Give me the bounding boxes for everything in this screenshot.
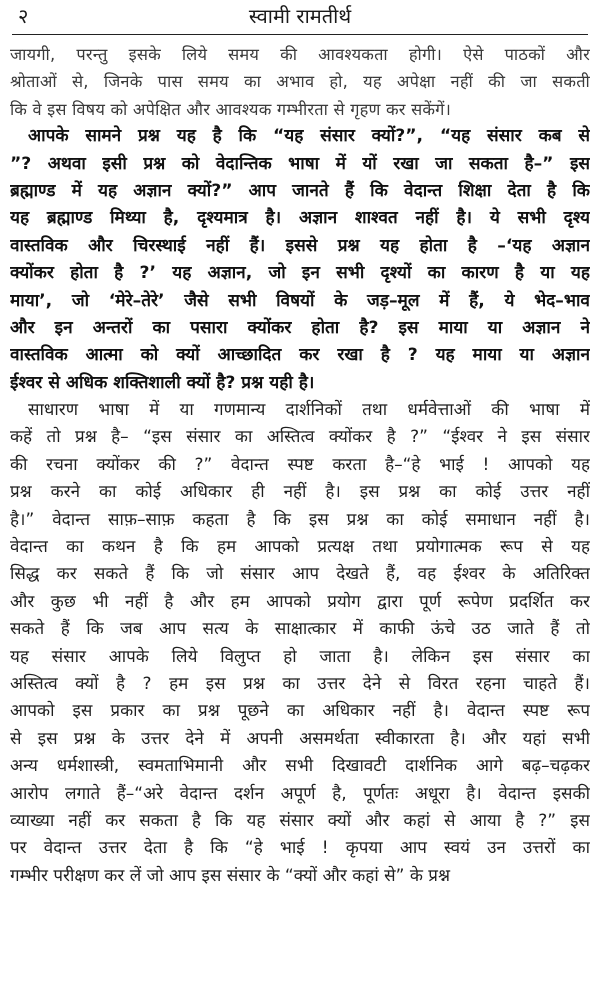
running-head: स्वामी रामतीर्थ (248, 4, 352, 28)
text-line: वेदान्त का कथन है कि हम आपको प्रत्यक्ष तथा प्रयोगात्मक रूप से यह (10, 537, 590, 558)
text-line: जायगी, परन्तु इसके लिये समय की आवश्यकता होगी। ऐसे पाठकों और (10, 45, 590, 64)
text-line: गम्भीर परीक्षण कर लें जो आप इस संसार के “क्यों और कहां से” के प्रश्न (10, 865, 450, 886)
text-line: की रचना क्योंकर की ?” वेदान्त स्पष्ट करता है–“हे भाई ! आपको यह (10, 454, 590, 475)
text-line: साधारण भाषा में या गणमान्य दार्शनिकों तथा धर्मवेत्ताओं की भाषा में (28, 400, 590, 421)
body-text (10, 41, 590, 890)
page-number: २ (18, 4, 29, 28)
page-header (12, 0, 588, 35)
text-line: अस्तित्व क्यों है ? हम इस प्रश्न का उत्तर देने से विरत रहना चाहते हैं। (10, 673, 590, 694)
text-line: ”? अथवा इसी प्रश्न को वेदान्तिक भाषा में यों रखा जा सकता है–” इस (10, 153, 590, 174)
paragraph (10, 397, 590, 890)
text-line: कि वे इस विषय को अपेक्षित और आवश्यक गम्भीरता से गृहण कर सकेंगें। (10, 99, 452, 119)
text-line: माया’, जो ‘मेरे–तेरे’ जैसे सभी विषयों के जड़–मूल में हैं, ये भेद–भाव (10, 290, 590, 311)
text-line: है।” वेदान्त साफ़–साफ़ कहता है कि इस प्रश्न का कोई समाधान नहीं है। (10, 509, 590, 530)
text-line: प्रश्न करने का कोई अधिकार ही नहीं है। इस प्रश्न का कोई उत्तर नहीं (10, 482, 590, 503)
paragraph (10, 41, 590, 123)
text-line: आपको इस प्रकार का प्रश्न पूछने का अधिकार नहीं है। वेदान्त स्पष्ट रूप (10, 701, 590, 722)
text-line: ब्रह्माण्ड में यह अज्ञान क्यों?” आप जानते हैं कि वेदान्त शिक्षा देता है कि (10, 180, 590, 201)
text-line: कहें तो प्रश्न है– “इस संसार का अस्तित्व क्योंकर है ?” “ईश्वर ने इस संसार (10, 427, 590, 448)
text-line: क्योंकर होता है ?’ यह अज्ञान, जो इन सभी दृश्यों का कारण है या यह (10, 263, 590, 284)
text-line: वास्तविक आत्मा को क्यों आच्छादित कर रखा है ? यह माया या अज्ञान (10, 345, 590, 366)
text-line: आपके सामने प्रश्न यह है कि “यह संसार क्यों?”, “यह संसार कब से (28, 126, 590, 147)
text-line: और इन अन्तरों का पसारा क्योंकर होता है? इस माया या अज्ञान ने (10, 317, 590, 338)
text-line: सिद्ध कर सकते हैं कि जो संसार आप देखते हैं, वह ईश्वर के अतिरिक्त (10, 564, 590, 585)
text-line: से इस प्रश्न के उत्तर देने में अपनी असमर्थता स्वीकारता है। और यहां सभी (10, 728, 590, 749)
paragraph (10, 123, 590, 397)
text-line: सकते हैं कि जब आप सत्य के साक्षात्कार में काफी ऊंचे उठ जाते हैं तो (10, 619, 590, 640)
text-line: पर वेदान्त उत्तर देता है कि “हे भाई ! कृपया आप स्वयं उन उत्तरों का (10, 838, 590, 859)
text-line: यह ब्रह्माण्ड मिथ्या है, दृश्यमात्र है। अज्ञान शाश्वत नहीं है। ये सभी दृश्य (10, 208, 590, 229)
text-line: ईश्वर से अधिक शक्तिशाली क्यों है? प्रश्न यही है। (10, 372, 315, 393)
text-line: वास्तविक और चिरस्थाई नहीं हैं। इससे प्रश्न यह होता है –‘यह अज्ञान (10, 235, 590, 256)
text-line: आरोप लगाते हैं–“अरे वेदान्त दर्शन अपूर्ण है, पूर्णतः अधूरा है। वेदान्त इसकी (10, 783, 590, 804)
text-line: और कुछ भी नहीं है और हम आपको प्रयोग द्वारा पूर्ण रूपेण प्रदर्शित कर (10, 591, 590, 612)
text-line: अन्य धर्मशास्त्री, स्वमताभिमानी और सभी दिखावटी दार्शनिक आगे बढ़–चढ़कर (10, 756, 590, 777)
text-line: व्याख्या नहीं कर सकता है कि यह संसार क्यों और कहां से आया है ?” इस (10, 810, 590, 831)
text-line: यह संसार आपके लिये विलुप्त हो जाता है। लेकिन इस संसार का (10, 646, 590, 667)
text-line: श्रोताओं से, जिनके पास समय का अभाव हो, यह अपेक्षा नहीं की जा सकती (10, 72, 590, 92)
